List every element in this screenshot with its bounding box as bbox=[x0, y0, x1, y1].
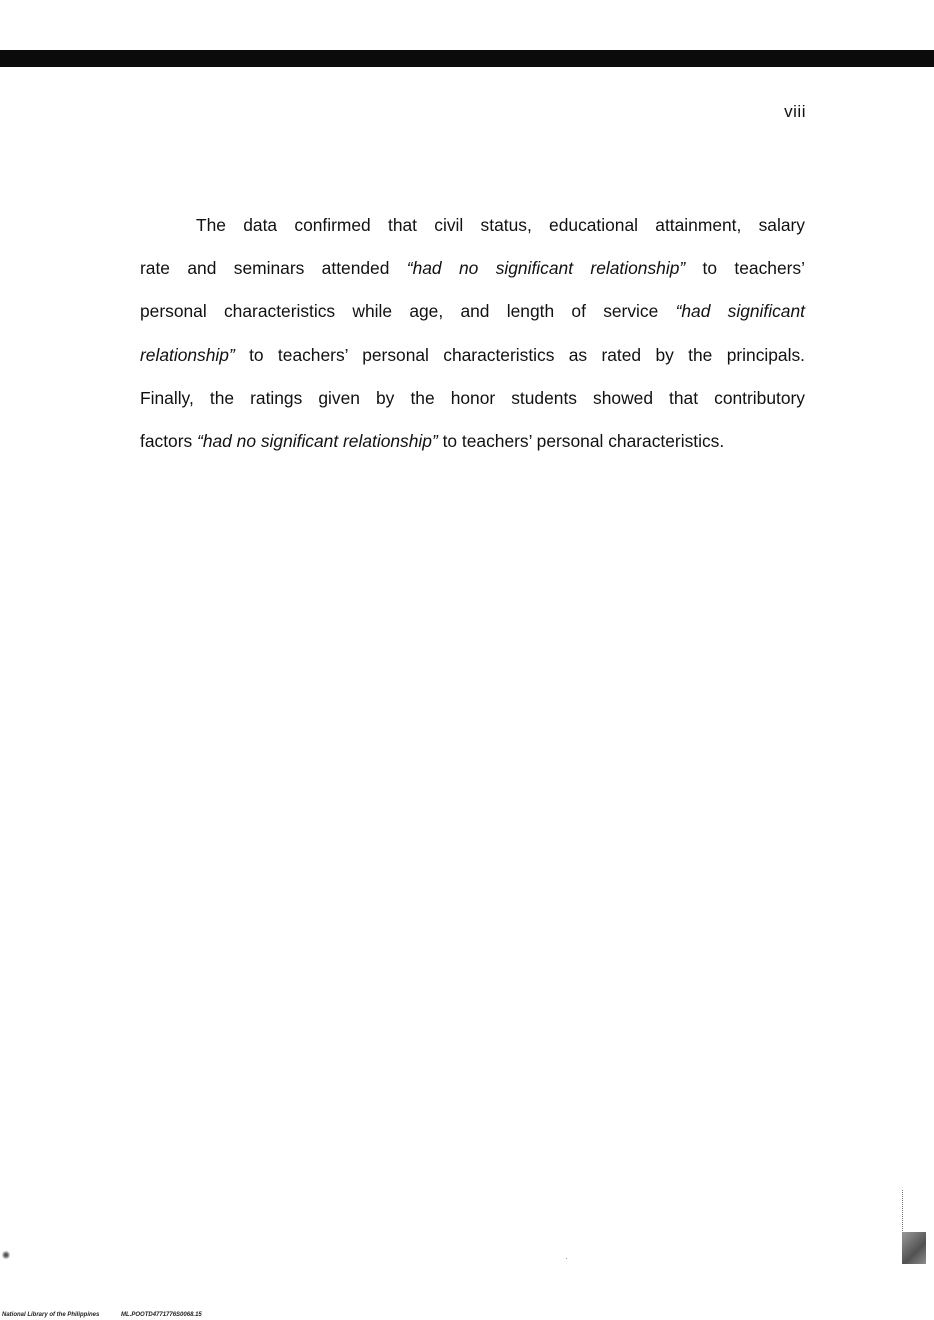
paragraph-line bbox=[140, 290, 805, 333]
body-paragraph bbox=[140, 204, 805, 463]
text-run: Finally, the ratings given by the honor students showed that contributory bbox=[140, 387, 805, 408]
scan-top-border bbox=[0, 50, 934, 67]
italic-quote: “had significant bbox=[675, 301, 805, 322]
footer-code: ML.POOTD4771776S0068.15 bbox=[121, 1312, 202, 1318]
text-run: to teachers’ bbox=[685, 258, 805, 279]
paragraph-line bbox=[140, 420, 805, 463]
footer-library: National Library of the Philippines bbox=[2, 1312, 100, 1318]
scan-artifact-dot bbox=[566, 1258, 567, 1259]
text-run: rate and seminars attended bbox=[140, 258, 407, 279]
italic-quote: “had no significant relationship” bbox=[406, 258, 686, 279]
footer-stamp bbox=[2, 1312, 202, 1318]
paragraph-line bbox=[140, 204, 805, 247]
text-run: to teachers’ personal characteristics. bbox=[437, 431, 725, 452]
text-run: personal characteristics while age, and length of service bbox=[140, 301, 676, 322]
paragraph-line bbox=[140, 247, 805, 290]
italic-quote: “had no significant relationship” bbox=[197, 431, 438, 452]
text-run: factors bbox=[140, 431, 198, 452]
text-run: The data confirmed that civil status, educational attainment, salary bbox=[196, 215, 805, 235]
scan-artifact-left bbox=[2, 1250, 10, 1260]
text-run: to teachers’ personal characteristics as rated by the principals. bbox=[234, 344, 805, 365]
paragraph-line bbox=[140, 334, 805, 377]
scan-artifact-dots bbox=[902, 1190, 905, 1235]
scan-artifact-right bbox=[902, 1232, 926, 1264]
page-number: viii bbox=[784, 102, 806, 121]
paragraph-line bbox=[140, 377, 805, 420]
italic-quote: relationship” bbox=[140, 344, 235, 365]
